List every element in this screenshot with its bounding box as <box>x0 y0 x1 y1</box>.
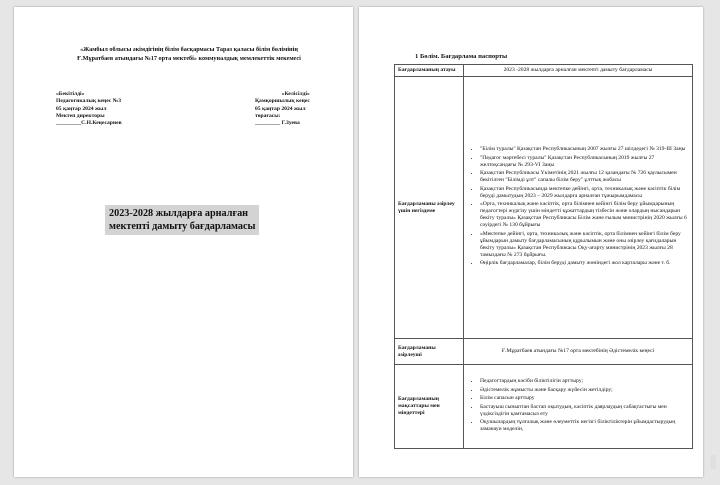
list-item: • «Орта, техникалық және кәсіптік, орта білімнен кейінгі білім беру ұйымдарының педагогтері жүргізу үшін міндетті құжаттардың тізбесін және олардың нысандарын бекіту туралы» Қазақстан Республикасы Білім және ғылым министрінің 2020 жылғы 6 сәуірдегі № 130 бұйрығы <box>480 201 689 229</box>
agreed-title: «Келісілді» <box>281 91 310 97</box>
approved-line: Мектеп директоры <box>56 112 105 119</box>
passport-table <box>394 64 693 449</box>
program-title <box>105 205 259 235</box>
agreed-line: Қамқоршылық кеңес <box>255 98 310 105</box>
header-line-1: «Жамбыл облысы әкімдігінің білім басқармасы Тараз қаласы білім бөлімінің <box>80 46 298 53</box>
table-row <box>395 339 693 365</box>
row-value: Ғ.Мұратбаев атындағы №17 орта мектебінің Әдістемелік кеңесі <box>464 339 693 365</box>
table-row <box>395 65 693 77</box>
row-label: Бағдарламаны әзірлеу үшін негіздеме <box>395 77 464 339</box>
row-label: Бағдарламаны әзірлеуші <box>395 339 464 365</box>
scrollbar-thumb[interactable] <box>710 455 716 469</box>
page-2 <box>359 7 703 477</box>
agreed-signature: _________ Г.Зуева <box>255 120 300 127</box>
list-item: • Қазақстан Республикасы Үкіметінің 2021 жылғы 12 қазандағы № 726 қаулысымен бекітілген "Білімді ұлт" сапалы білім беру" ұлттық жобасы <box>480 170 689 184</box>
list-item: • Өңірлік бағдарламалар, білім беруді дамыту жөніндегі жол карталары және т. б. <box>480 260 689 267</box>
list-item: • Әдістемелік жұмысты және басқару жүйесін жетілдіру; <box>480 387 689 394</box>
list-item: • «Мектепке дейінгі, орта, техникалық және кәсіптік, орта білімнен кейінгі білім беру ұйымдарын дамыту бағдарламасының құрылымын және оны әзірлеу қағидаларын бекіту туралы» Қазақстан Республикасы Оқу-ағарту министрінің 2023 жылғы 28 тамыздағы № 273 бұйрығы. <box>480 231 689 259</box>
agreed-line: төрағасы: <box>255 112 281 119</box>
approved-block <box>56 91 122 127</box>
approved-signature: _________С.Н.Кеңесариев <box>56 120 122 127</box>
row-value <box>464 77 693 339</box>
section-title: 1 Бөлім. Бағдарлама паспорты <box>415 53 508 60</box>
list-item: • "Білім туралы" Қазақстан Республикасының 2007 жылғы 27 шілдедегі № 319-ІІІ Заңы <box>480 146 689 153</box>
list-item: • Оқушылардың тұлғалық және өлеуметтік негізгі біліктіліктерін ұйымдастырудың заманауи моделін, <box>480 419 689 433</box>
row-value: 2023 -2028 жылдарға арналған мектепті дамыту бағдарламасы <box>464 65 693 77</box>
agreed-block <box>255 91 310 127</box>
list-item: • Бастауыш сыныптан бастап оқытудың, кәсіптік даярлаудың сабақтастығы мен үздіксіздігін қамтамасыз ету <box>480 404 689 418</box>
program-title-line-2: мектепті дамыту бағдарламасы <box>109 221 256 232</box>
row-label: Бағдарламаның мақсаттары мен міндеттері <box>395 365 464 449</box>
list-item: • "Педагог мәртебесі туралы" Қазақстан Республикасының 2019 жылғы 27 желтоқсандағы № 293-VI Заңы <box>480 155 689 169</box>
page-1 <box>14 7 353 477</box>
approved-title: «Бекітілді» <box>56 91 85 97</box>
approved-line: 05 қаңтар 2024 жыл <box>56 105 107 112</box>
agreed-line: 05 қаңтар 2024 жыл <box>255 105 306 112</box>
list-item: • Педагогтардың кәсіби біліктілігін арттыру; <box>480 378 689 385</box>
row-label: Бағдарламаның атауы <box>395 65 464 77</box>
list-item: • Білім сапасын арттыру <box>480 395 689 402</box>
row-value <box>464 365 693 449</box>
program-title-line-1: 2023-2028 жылдарға арналған <box>109 208 249 219</box>
header-line-2: Ғ.Мұратбаев атындағы №17 орта мектебі» коммуналдық мемлекеттік мекемесі <box>77 55 301 62</box>
approved-line: Педагогикалық кеңес №3 <box>56 98 122 105</box>
list-item: • Қазақстан Республикасында мектепке дейінгі, орта, техникалық және кәсіптік білім беруді дамытудың 2023 – 2029 жылдарға арналған тұжырымдамасы <box>480 186 689 200</box>
table-row <box>395 77 693 339</box>
table-row <box>395 365 693 449</box>
